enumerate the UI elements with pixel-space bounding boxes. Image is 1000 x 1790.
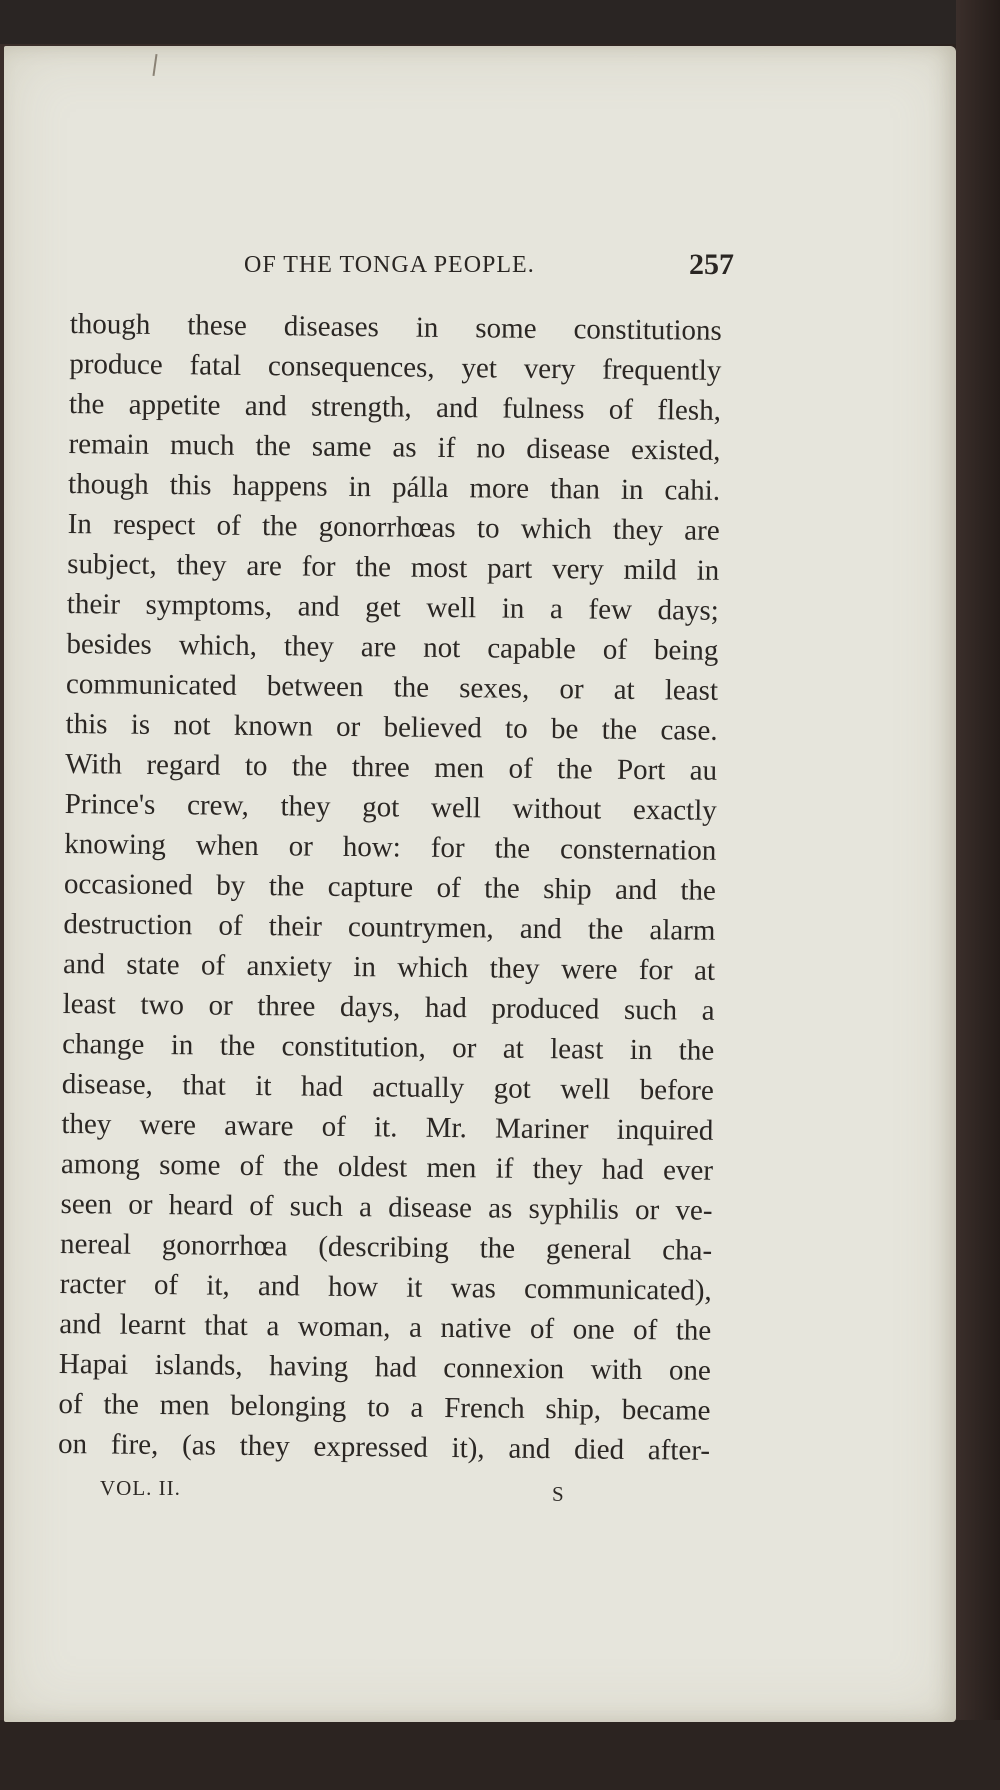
book-page: [4, 46, 956, 1722]
text-line: though this happens in pálla more than in cahi.: [67, 467, 721, 507]
text-line: they were aware of it. Mr. Mariner inquired: [61, 1107, 714, 1147]
body-text: [58, 304, 722, 1471]
text-line: destruction of their countrymen, and the alarm: [63, 907, 716, 947]
pencil-mark: [152, 54, 157, 76]
text-line: knowing when or how: for the consternation: [64, 827, 717, 867]
text-line: on fire, (as they expressed it), and died after-: [57, 1427, 711, 1467]
text-line: besides which, they are not capable of being: [66, 627, 719, 667]
text-line: With regard to the three men of the Port au: [65, 747, 718, 787]
text-line: of the men belonging to a French ship, became: [58, 1387, 711, 1427]
scan-bottom-border: [0, 1720, 1000, 1790]
book-spine-edge: [956, 0, 1000, 1790]
text-line: subject, they are for the most part very mild in: [67, 547, 720, 587]
text-line: the appetite and strength, and fulness of flesh,: [68, 387, 722, 427]
text-line: nereal gonorrhœa (describing the general cha-: [59, 1227, 713, 1267]
running-head-title: OF THE TONGA PEOPLE.: [244, 252, 535, 278]
text-line: this is not known or believed to be the case.: [65, 707, 718, 747]
gathering-signature: S: [552, 1482, 565, 1506]
text-line: among some of the oldest men if they had ever: [60, 1147, 714, 1187]
text-line: occasioned by the capture of the ship and the: [63, 867, 717, 907]
text-line: disease, that it had actually got well before: [61, 1067, 714, 1107]
volume-signature: VOL. II.: [100, 1476, 181, 1500]
text-line: their symptoms, and get well in a few days;: [66, 587, 719, 627]
text-line: seen or heard of such a disease as syphilis or ve-: [60, 1187, 713, 1227]
text-line: In respect of the gonorrhœas to which they are: [67, 507, 720, 547]
text-line: communicated between the sexes, or at least: [65, 667, 719, 707]
scan-top-border: [0, 0, 1000, 44]
text-line: produce fatal consequences, yet very frequently: [69, 347, 722, 387]
text-line: and learnt that a woman, a native of one of the: [59, 1307, 712, 1347]
text-line: Hapai islands, having had connexion with one: [58, 1347, 712, 1387]
text-line: least two or three days, had produced such a: [62, 987, 715, 1027]
text-line: remain much the same as if no disease existed,: [68, 427, 721, 467]
text-line: Prince's crew, they got well without exactly: [64, 787, 717, 827]
text-line: change in the constitution, or at least in the: [62, 1027, 715, 1067]
text-line: and state of anxiety in which they were for at: [62, 947, 716, 987]
text-line: racter of it, and how it was communicated),: [59, 1267, 712, 1307]
page-number: 257: [689, 248, 734, 281]
text-line: though these diseases in some constitutions: [69, 307, 722, 347]
